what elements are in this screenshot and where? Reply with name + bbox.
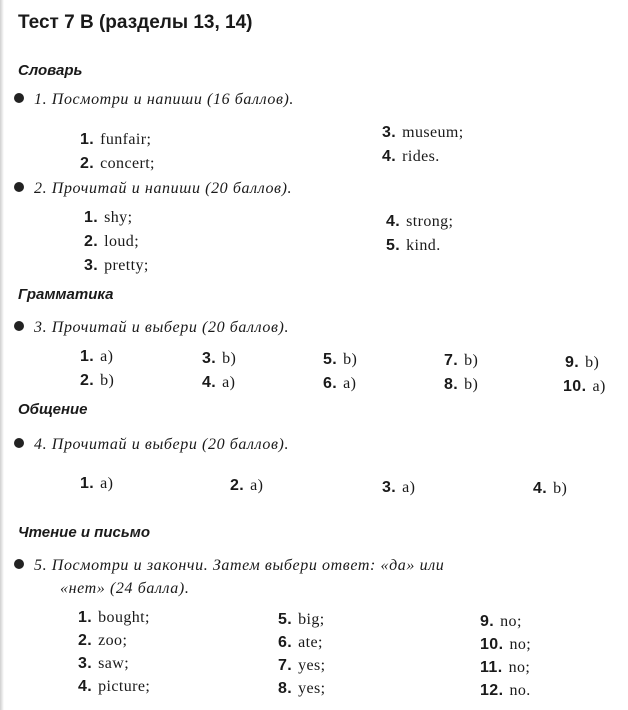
list-item: 1. shy; [84, 209, 133, 226]
list-item: 1. funfair; [80, 131, 152, 148]
section-heading-grammar: Грамматика [18, 286, 114, 303]
list-item: 5. big; [278, 611, 325, 628]
list-item: 7. yes; [278, 657, 326, 674]
list-item: 3. a) [382, 479, 416, 496]
list-item: 2. a) [230, 477, 264, 494]
list-item: 3. b) [202, 350, 237, 367]
list-item: 2. zoo; [78, 632, 128, 649]
list-item: 1. a) [80, 348, 114, 365]
list-item: 10. a) [563, 378, 606, 395]
bullet-icon [14, 182, 24, 192]
list-item: 11. no; [480, 659, 531, 676]
bullet-icon [14, 438, 24, 448]
bullet-icon [14, 321, 24, 331]
list-item: 1. bought; [78, 609, 150, 626]
list-item: 1. a) [80, 475, 114, 492]
section-heading-reading-writing: Чтение и письмо [18, 524, 150, 541]
list-item: 3. saw; [78, 655, 130, 672]
list-item: 2. concert; [80, 155, 155, 172]
task-1-instruction: 1. Посмотри и напиши (16 баллов). [14, 91, 294, 109]
list-item: 2. loud; [84, 233, 140, 250]
list-item: 8. b) [444, 376, 479, 393]
list-item: 4. b) [533, 480, 568, 497]
list-item: 7. b) [444, 352, 479, 369]
section-heading-communication: Общение [18, 401, 88, 418]
task-2-instruction: 2. Прочитай и напиши (20 баллов). [14, 180, 292, 198]
list-item: 4. a) [202, 374, 236, 391]
list-item: 6. ate; [278, 634, 323, 651]
list-item: 6. a) [323, 375, 357, 392]
list-item: 3. pretty; [84, 257, 149, 274]
list-item: 9. no; [480, 613, 522, 630]
list-item: 4. picture; [78, 678, 151, 695]
list-item: 10. no; [480, 636, 532, 653]
list-item: 3. museum; [382, 124, 464, 141]
task-5-instruction: 5. Посмотри и закончи. Затем выбери ответ: «да» или [14, 557, 444, 575]
list-item: 4. rides. [382, 148, 440, 165]
section-heading-vocabulary: Словарь [18, 62, 83, 79]
list-item: 8. yes; [278, 680, 326, 697]
task-3-instruction: 3. Прочитай и выбери (20 баллов). [14, 319, 289, 337]
bullet-icon [14, 93, 24, 103]
bullet-icon [14, 559, 24, 569]
list-item: 5. kind. [386, 237, 441, 254]
list-item: 5. b) [323, 351, 358, 368]
task-5-instruction-continued: «нет» (24 балла). [60, 580, 190, 597]
scan-edge-shadow [0, 0, 4, 710]
list-item: 2. b) [80, 372, 115, 389]
task-4-instruction: 4. Прочитай и выбери (20 баллов). [14, 436, 289, 454]
list-item: 4. strong; [386, 213, 454, 230]
list-item: 12. no. [480, 682, 531, 699]
list-item: 9. b) [565, 354, 600, 371]
page-title: Тест 7 В (разделы 13, 14) [18, 12, 253, 33]
